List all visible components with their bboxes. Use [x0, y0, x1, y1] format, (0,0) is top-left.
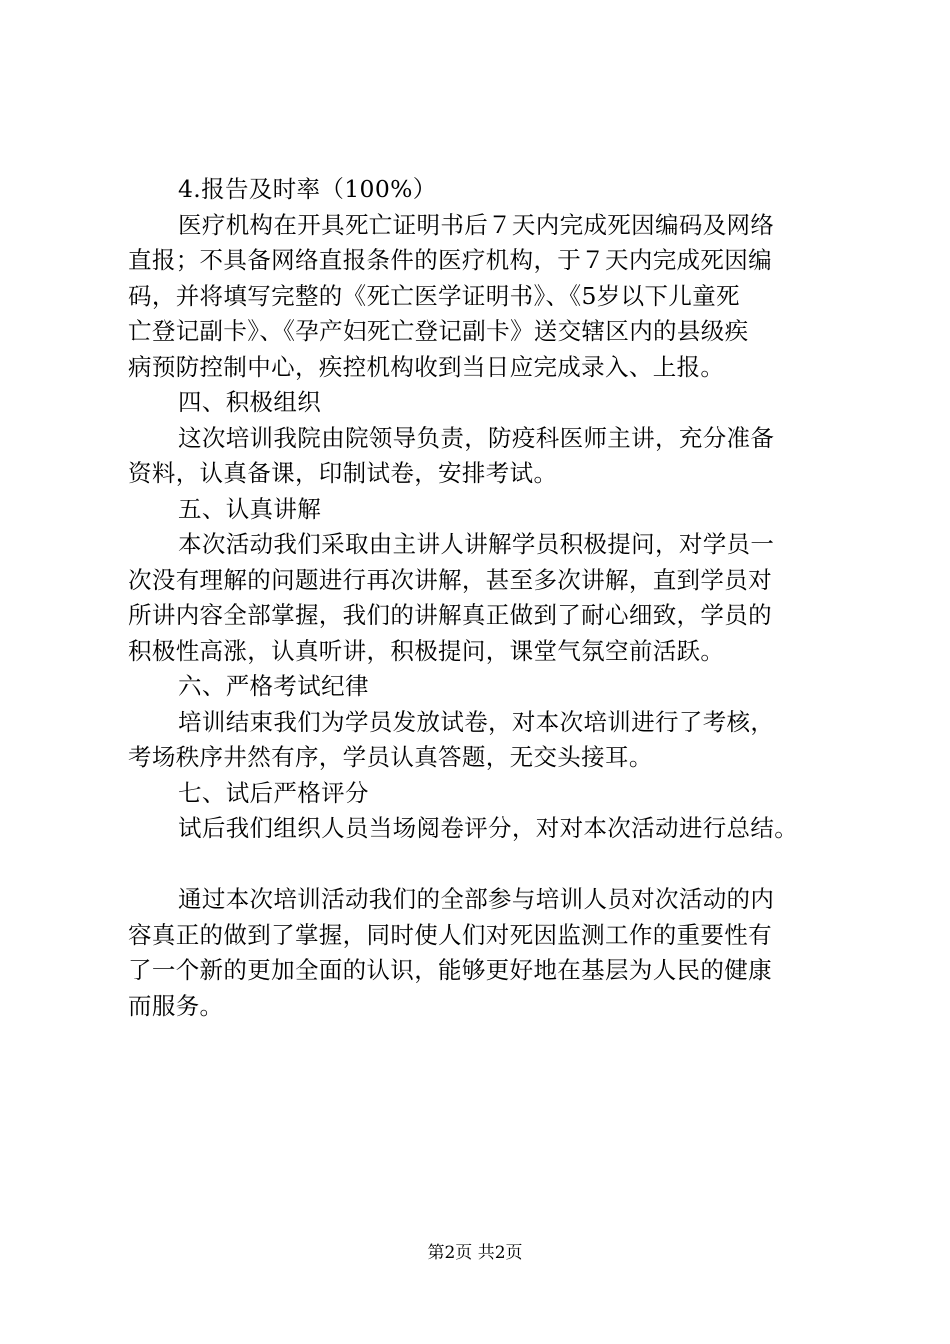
text-line: 本次活动我们采取由主讲人讲解学员积极提问，对学员一	[178, 530, 775, 558]
text-line: 积极性高涨，认真听讲，积极提问，课堂气氛空前活跃。	[128, 636, 725, 665]
text-line: 考场秩序井然有序，学员认真答题，无交头接耳。	[128, 743, 653, 771]
text-line: 4.报告及时率（100%）	[178, 175, 437, 203]
text-line: 医疗机构在开具死亡证明书后７天内完成死因编码及网络	[178, 210, 775, 239]
text-line: 次没有理解的问题进行再次讲解，甚至多次讲解，直到学员对	[128, 565, 772, 594]
page-footer	[0, 1241, 950, 1265]
section-heading: 七、试后严格评分	[178, 778, 369, 807]
text-line: 亡登记副卡》、《孕产妇死亡登记副卡》送交辖区内的县级疾	[128, 317, 749, 345]
text-line: 容真正的做到了掌握，同时使人们对死因监测工作的重要性有	[128, 920, 772, 949]
text-line: 而服务。	[128, 991, 224, 1020]
text-line: 码，并将填写完整的《死亡医学证明书》、《5岁以下儿童死	[128, 281, 740, 310]
blank-line	[128, 847, 840, 883]
text-line: 所讲内容全部掌握，我们的讲解真正做到了耐心细致，学员的	[128, 601, 772, 629]
text-line: 试后我们组织人员当场阅卷评分，对对本次活动进行总结。	[178, 814, 799, 842]
document-body	[128, 172, 840, 1024]
section-heading: 六、严格考试纪律	[178, 672, 369, 700]
page-number: 第2页 共2页	[427, 1243, 523, 1263]
section-heading: 四、积极组织	[178, 388, 322, 416]
text-line: 培训结束我们为学员发放试卷，对本次培训进行了考核，	[178, 707, 775, 736]
text-line: 资料，认真备课，印制试卷，安排考试。	[128, 459, 558, 487]
text-line: 通过本次培训活动我们的全部参与培训人员对次活动的内	[178, 885, 775, 913]
text-line: 病预防控制中心，疾控机构收到当日应完成录入、上报。	[128, 352, 725, 381]
text-line: 这次培训我院由院领导负责，防疫科医师主讲，充分准备	[178, 423, 775, 452]
text-line: 了一个新的更加全面的认识，能够更好地在基层为人民的健康	[128, 956, 772, 984]
text-line: 直报；不具备网络直报条件的医疗机构，于７天内完成死因编	[128, 246, 772, 274]
section-heading: 五、认真讲解	[178, 494, 322, 523]
